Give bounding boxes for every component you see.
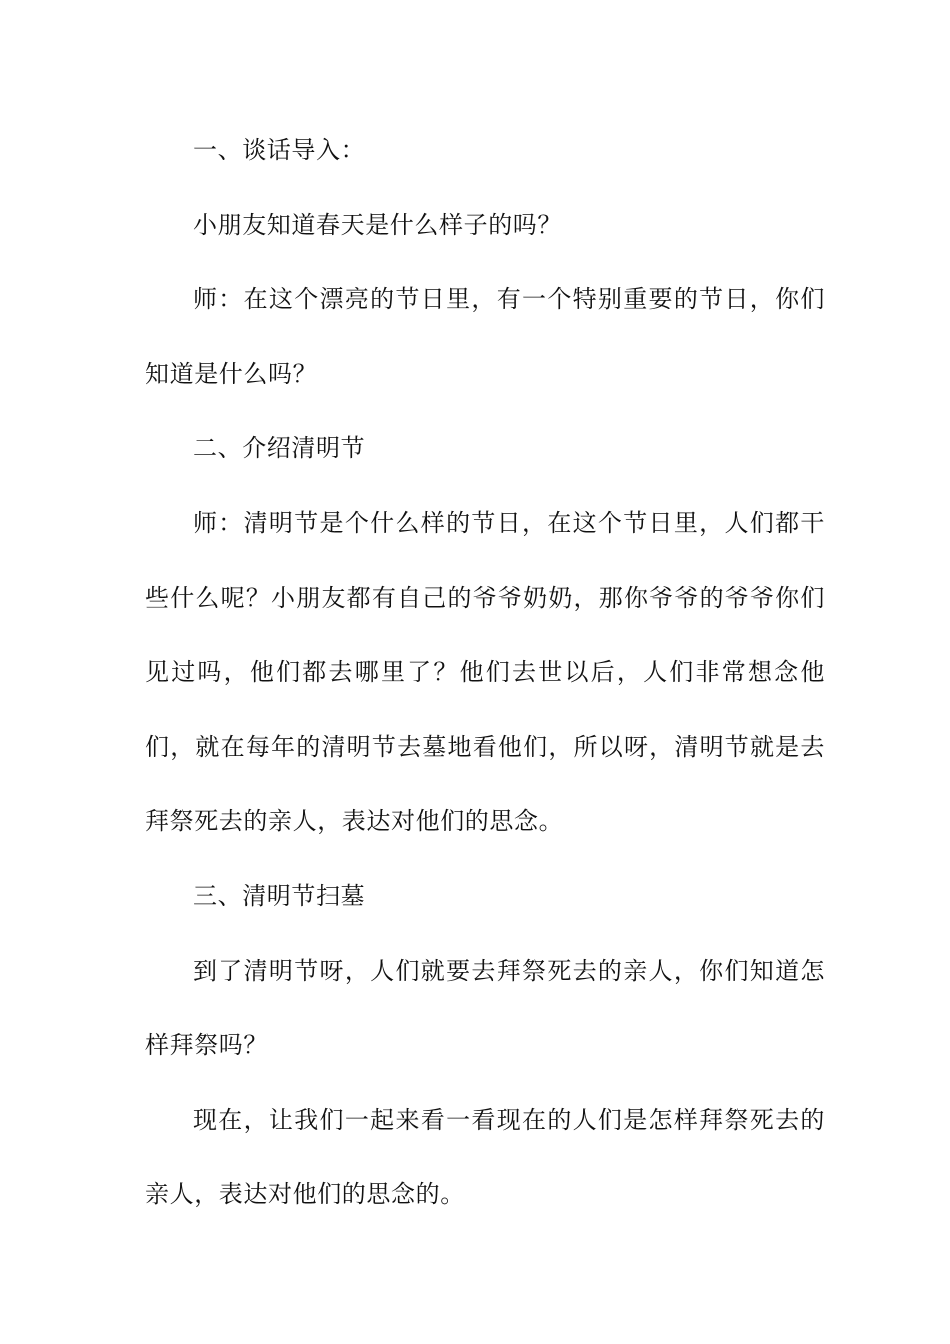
section-heading-3: 三、清明节扫墓 — [193, 881, 366, 910]
paragraph: 现在，让我们一起来看一看现在的人们是怎样拜祭死去的亲人，表达对他们的思念的。 — [145, 1105, 825, 1209]
paragraph: 师：在这个漂亮的节日里，有一个特别重要的节日，你们知道是什么吗？ — [145, 285, 825, 388]
section-heading-2: 二、介绍清明节 — [193, 434, 366, 463]
paragraph: 师：清明节是个什么样的节日，在这个节日里，人们都干些什么呢？小朋友都有自己的爷爷奶奶，那你爷爷的爷爷你们见过吗，他们都去哪里了？他们去世以后，人们非常想念他们，就在每年的清明节去墓地看他们，所以呀，清明节就是去拜祭死去的亲人，表达对他们的思念。 — [145, 508, 825, 836]
section-heading-1: 一、谈话导入： — [193, 136, 366, 164]
paragraph: 到了清明节呀，人们就要去拜祭死去的亲人，你们知道怎样拜祭吗？ — [145, 956, 825, 1060]
document-body — [145, 113, 825, 1232]
paragraph: 小朋友知道春天是什么样子的吗？ — [193, 210, 562, 239]
